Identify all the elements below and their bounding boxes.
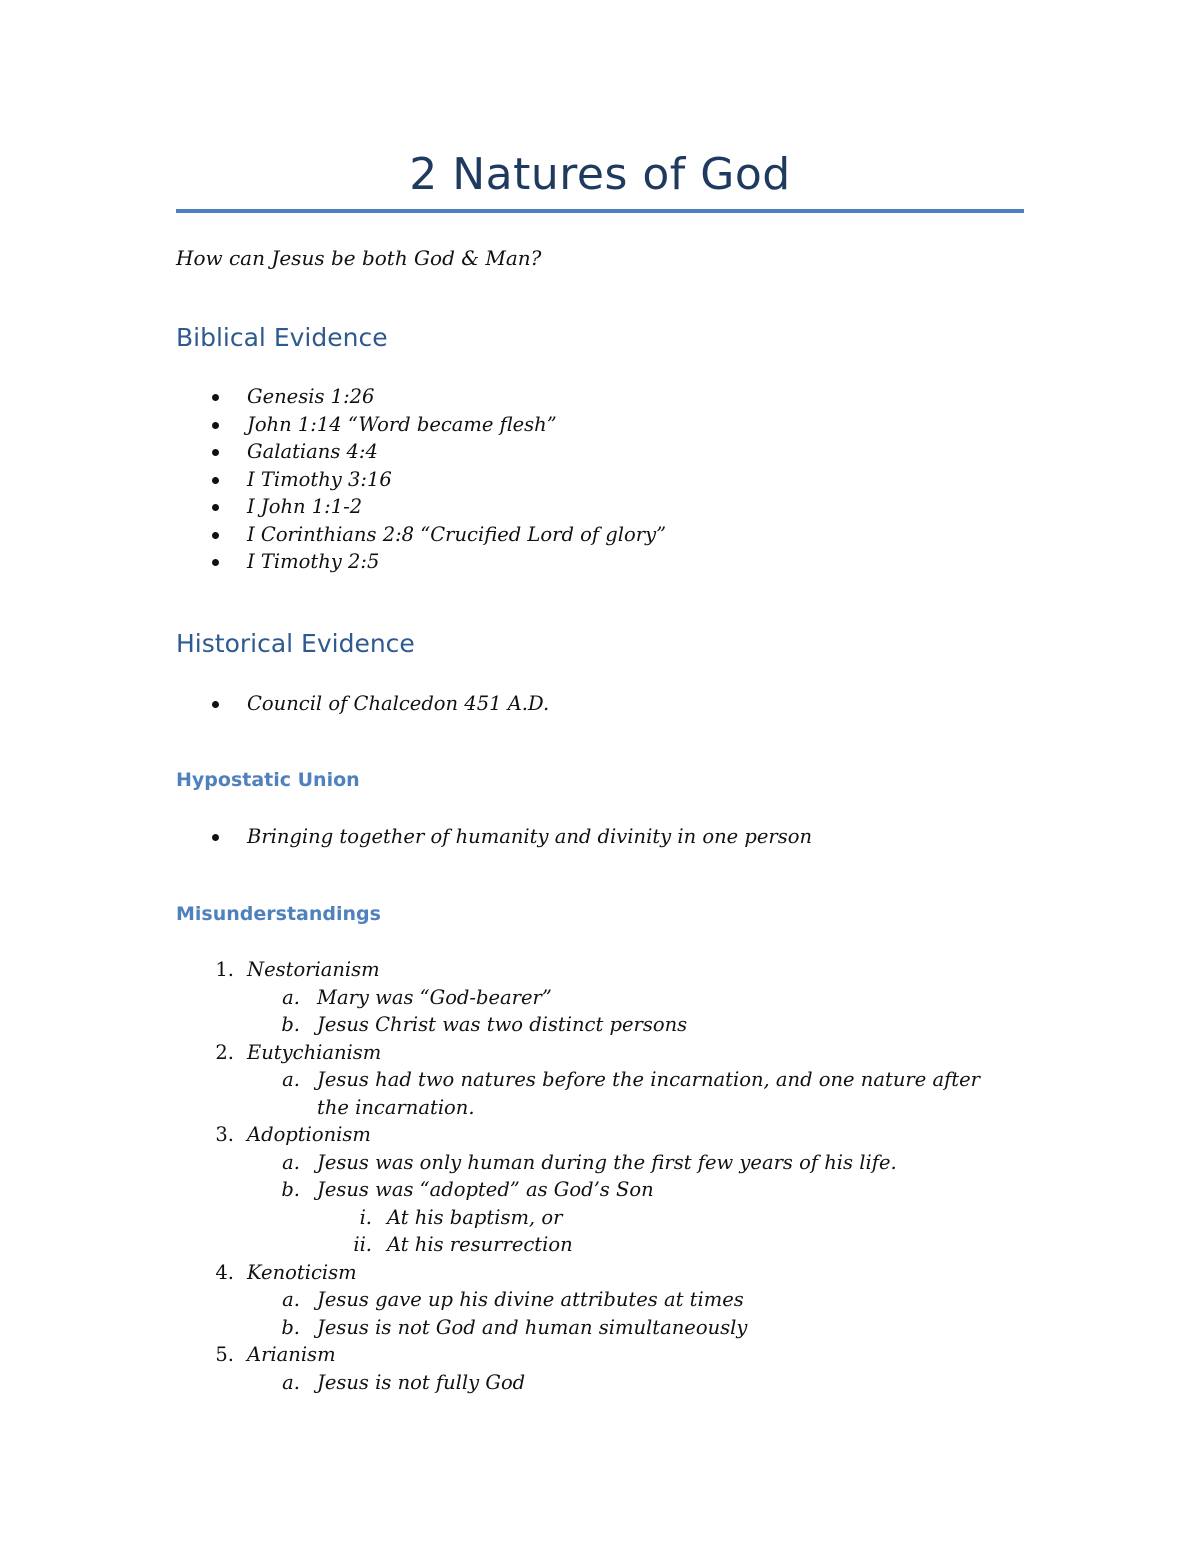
sub-list-item — [176, 1066, 1007, 1121]
biblical-evidence-list — [176, 383, 666, 576]
sub-list-item-text: Mary was “God-bearer” — [317, 985, 552, 1009]
list-item — [176, 690, 549, 718]
heading-historical-evidence: Historical Evidence — [176, 629, 415, 658]
sub-list-item — [176, 1011, 1007, 1039]
bullet-icon — [212, 834, 219, 841]
page-title: 2 Natures of God — [409, 149, 791, 200]
sub-sub-list-item — [176, 1204, 1007, 1232]
sub-list-letter: a. — [282, 1068, 300, 1091]
bullet-icon — [212, 477, 219, 484]
bullet-icon — [212, 559, 219, 566]
list-item-text: John 1:14 “Word became flesh” — [247, 412, 557, 436]
sub-list-letter: b. — [281, 1178, 300, 1201]
bullet-icon — [212, 394, 219, 401]
list-item-text: Adoptionism — [247, 1123, 371, 1146]
sub-list-item-text: Jesus is not God and human simultaneously — [317, 1315, 748, 1339]
list-item-text: Arianism — [247, 1343, 336, 1366]
list-item-text: Nestorianism — [247, 958, 380, 981]
sub-list-item-text: Jesus is not fully God — [317, 1370, 526, 1394]
list-number: 1. — [215, 958, 234, 981]
sub-sub-list-numeral: ii. — [353, 1233, 372, 1256]
bullet-icon — [212, 532, 219, 539]
list-item — [176, 1039, 1007, 1067]
list-item-text: Council of Chalcedon 451 A.D. — [247, 692, 550, 715]
list-item-text: Eutychianism — [247, 1040, 382, 1064]
heading-hypostatic-union: Hypostatic Union — [176, 769, 360, 791]
sub-list-item-text: Jesus Christ was two distinct persons — [317, 1013, 688, 1036]
list-item — [176, 411, 666, 439]
list-item — [176, 466, 666, 494]
list-item-text: Genesis 1:26 — [247, 385, 375, 408]
sub-list-item-text: Jesus was “adopted” as God’s Son — [317, 1178, 654, 1201]
list-item — [176, 548, 666, 576]
sub-list-item-text: Jesus had two natures before the incarnation, and one nature after the incarnation. — [317, 1068, 980, 1119]
sub-sub-list-item — [176, 1231, 1007, 1259]
list-item — [176, 956, 1007, 984]
list-item — [176, 1341, 1007, 1369]
sub-list-letter: a. — [282, 1288, 300, 1311]
bullet-icon — [212, 449, 219, 456]
sub-list-item-text: Jesus was only human during the first few years of his life. — [317, 1150, 897, 1174]
sub-list-item-text: Jesus gave up his divine attributes at times — [317, 1288, 744, 1311]
list-item-text: I Timothy 2:5 — [247, 550, 380, 573]
list-number: 5. — [215, 1343, 234, 1366]
hypostatic-union-list — [176, 823, 812, 851]
list-item-text: I John 1:1-2 — [247, 495, 363, 518]
bullet-icon — [212, 504, 219, 511]
list-item — [176, 521, 666, 549]
list-item-text: I Timothy 3:16 — [247, 467, 392, 491]
heading-biblical-evidence: Biblical Evidence — [176, 323, 388, 352]
sub-list-item — [176, 1314, 1007, 1342]
heading-misunderstandings: Misunderstandings — [176, 903, 381, 925]
list-item — [176, 383, 666, 411]
list-item — [176, 1259, 1007, 1287]
sub-sub-list-numeral: i. — [359, 1205, 372, 1229]
bullet-icon — [212, 422, 219, 429]
list-item-text: Galatians 4:4 — [247, 440, 378, 463]
sub-list-letter: a. — [282, 1370, 300, 1394]
sub-list-item — [176, 1369, 1007, 1397]
list-item-text: Bringing together of humanity and divinity in one person — [247, 825, 813, 848]
sub-list-item — [176, 1176, 1007, 1204]
list-item — [176, 1121, 1007, 1149]
list-item-text: I Corinthians 2:8 “Crucified Lord of glory” — [247, 522, 667, 546]
subtitle: How can Jesus be both God & Man? — [176, 246, 542, 270]
list-item — [176, 493, 666, 521]
sub-sub-list-item-text: At his resurrection — [387, 1233, 573, 1256]
list-item — [176, 438, 666, 466]
list-item-text: Kenoticism — [247, 1260, 357, 1284]
list-number: 4. — [215, 1260, 234, 1284]
sub-list-letter: b. — [281, 1315, 300, 1339]
sub-list-letter: b. — [281, 1013, 300, 1036]
bullet-icon — [212, 701, 219, 708]
list-item — [176, 823, 812, 851]
sub-list-item — [176, 1286, 1007, 1314]
title-underline — [176, 209, 1024, 213]
sub-list-letter: a. — [282, 1150, 300, 1174]
sub-list-item — [176, 1149, 1007, 1177]
sub-sub-list-item-text: At his baptism, or — [387, 1205, 563, 1229]
sub-list-letter: a. — [282, 985, 300, 1009]
sub-list-item — [176, 984, 1007, 1012]
misunderstandings-list — [176, 956, 1007, 1396]
historical-evidence-list — [176, 690, 549, 718]
list-number: 3. — [215, 1123, 234, 1146]
list-number: 2. — [215, 1040, 234, 1064]
